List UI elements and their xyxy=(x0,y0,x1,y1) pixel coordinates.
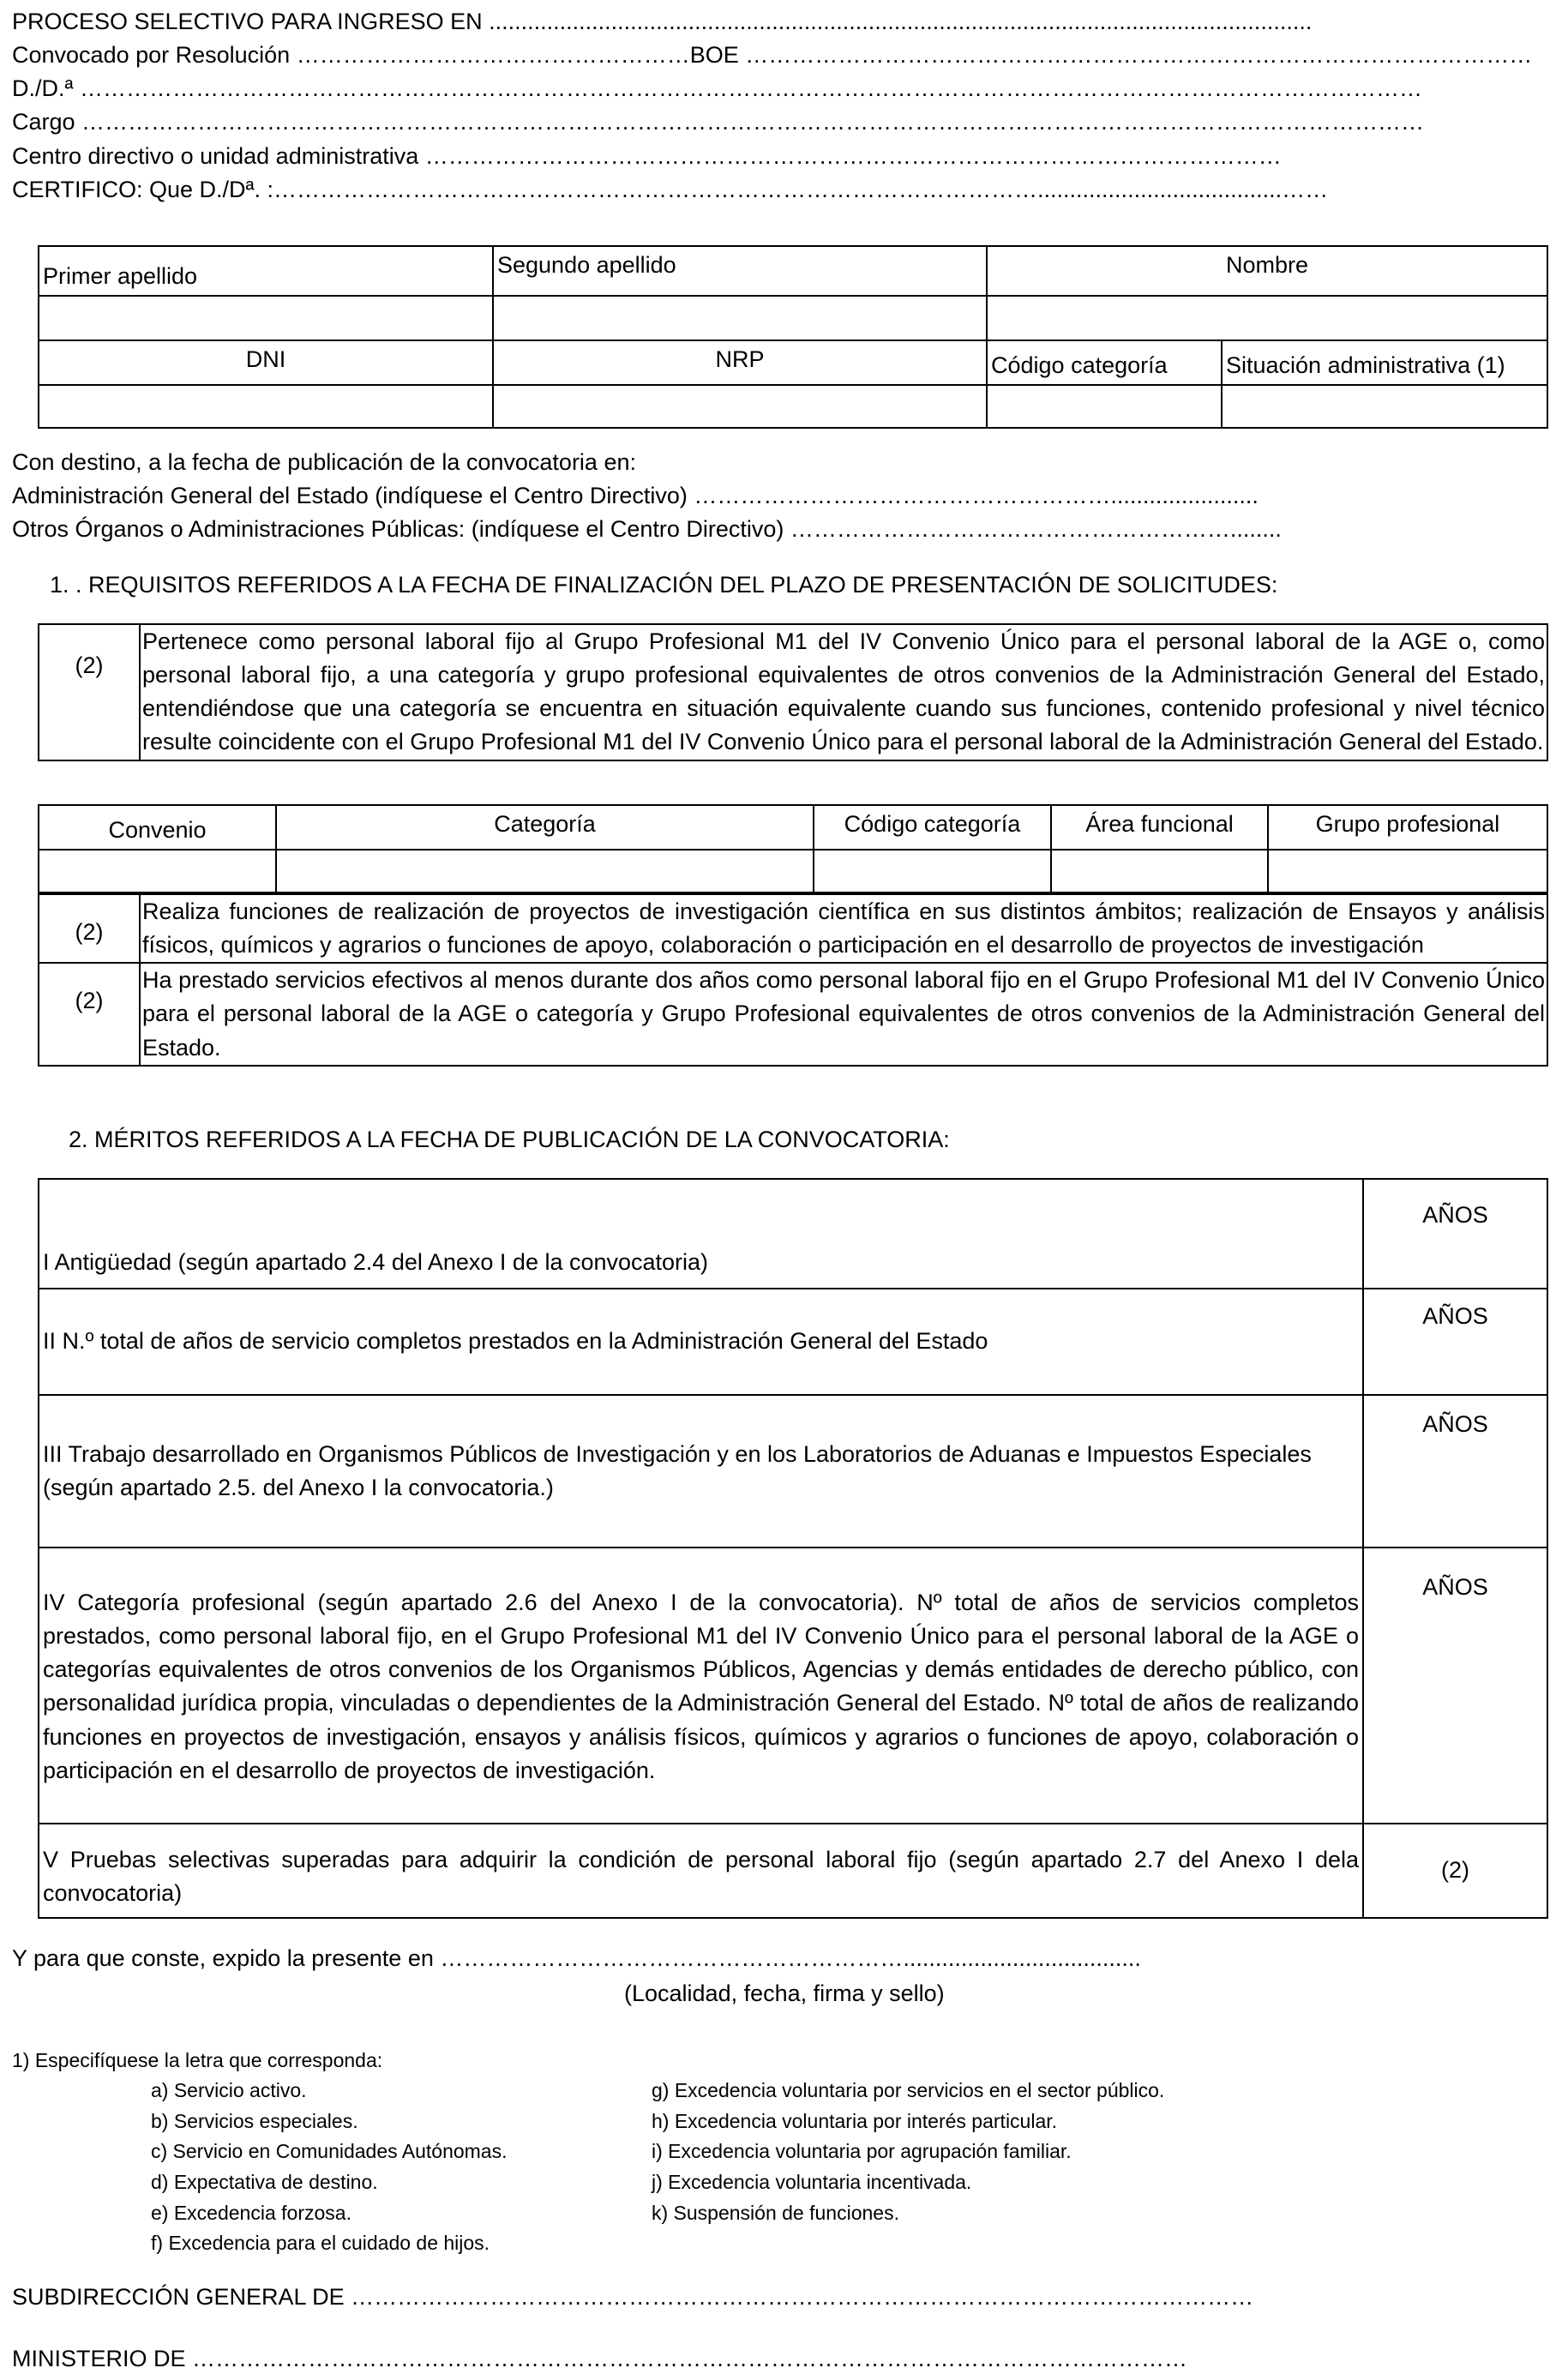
nota-g: g) Excedencia voluntaria por servicios en el sector público. xyxy=(652,2079,1165,2101)
header-convenio-codigo-categoria: Código categoría xyxy=(814,805,1051,850)
header-line-certifico: CERTIFICO: Que D./Dª. :………………………………………………………………………………………......................................…… xyxy=(12,176,1329,202)
nota-i: i) Excedencia voluntaria por agrupación familiar. xyxy=(652,2140,1072,2163)
meritos-heading: 2. MÉRITOS REFERIDOS A LA FECHA DE PUBLICACIÓN DE LA CONVOCATORIA: xyxy=(69,1127,950,1152)
field-nrp[interactable] xyxy=(493,385,987,428)
requisito-3-mark: (2) xyxy=(39,963,140,1065)
nota-j: j) Excedencia voluntaria incentivada. xyxy=(652,2170,972,2193)
destino-otros: Otros Órganos o Administraciones Públicas: (indíquese el Centro Directivo) …………………………………………………........ xyxy=(12,516,1282,543)
cierre-expido: Y para que conste, expido la presente en ……………………………………………………..................................... xyxy=(12,1945,1141,1971)
header-block xyxy=(12,5,1533,207)
merito-1-anos: AÑOS xyxy=(1363,1179,1547,1289)
destino-intro: Con destino, a la fecha de publicación de la convocatoria en: xyxy=(12,449,636,475)
subdireccion-general-line: SUBDIRECCIÓN GENERAL DE ……………………………………………………………………………………………………… xyxy=(12,2284,1254,2310)
requisito-2-text: Realiza funciones de realización de proyectos de investigación científica en sus distintos ámbitos; realización de Ensayos y análisis físicos, químicos y agrarios o funciones de apoyo, colaboración o participación en el desarrollo de proyectos de investigación xyxy=(140,894,1547,963)
merito-4-text: IV Categoría profesional (según apartado 2.6 del Anexo I de la convocatoria). Nº total de años de servicios completos prestados, como personal laboral fijo, en el Grupo Profesional M1 del IV Convenio Único para el personal laboral de la AGE o categorías equivalentes de otros convenios de los Organismos Públicos, Agencias y demás entidades de derecho público, con personalidad jurídica propia, vinculadas o dependientes de la Administración General del Estado. Nº total de años de realizando funciones en proyectos de investigación, ensayos y análisis físicos, químicos y agrarios o funciones de apoyo, colaboración o participación en el desarrollo de proyectos de investigación. xyxy=(39,1548,1363,1824)
field-nombre[interactable] xyxy=(987,296,1547,340)
requisitos-heading: 1. . REQUISITOS REFERIDOS A LA FECHA DE FINALIZACIÓN DEL PLAZO DE PRESENTACIÓN DE SOLICITUDES: xyxy=(50,572,1278,598)
merito-5-text: V Pruebas selectivas superadas para adquirir la condición de personal laboral fijo (según apartado 2.7 del Anexo I dela convocatoria) xyxy=(39,1824,1363,1918)
destino-block xyxy=(12,446,1384,546)
notas-right-list xyxy=(652,2076,1164,2228)
requisito-3-text: Ha prestado servicios efectivos al menos durante dos años como personal laboral fijo en el Grupo Profesional M1 del IV Convenio Único para el personal laboral de la AGE o categoría y Grupo Profesional equivalentes de otros convenios de la Administración General del Estado. xyxy=(140,963,1547,1065)
nota-c: c) Servicio en Comunidades Autónomas. xyxy=(151,2140,508,2163)
nota-f: f) Excedencia para el cuidado de hijos. xyxy=(151,2232,490,2255)
header-area-funcional: Área funcional xyxy=(1051,805,1268,850)
field-area-funcional[interactable] xyxy=(1051,850,1268,892)
destino-age: Administración General del Estado (indíquese el Centro Directivo) ………………………………………………....................... xyxy=(12,483,1259,509)
header-situacion-administrativa: Situación administrativa (1) xyxy=(1222,340,1547,385)
field-convenio-codigo-categoria[interactable] xyxy=(814,850,1051,892)
meritos-table xyxy=(38,1178,1548,1919)
requisitos-table-1 xyxy=(38,623,1548,761)
cierre-localidad-fecha: (Localidad, fecha, firma y sello) xyxy=(624,1980,945,2006)
convenio-table xyxy=(38,804,1548,893)
field-situacion-administrativa[interactable] xyxy=(1222,385,1547,428)
field-grupo-profesional[interactable] xyxy=(1268,850,1547,892)
notas-left-list xyxy=(151,2076,508,2259)
header-dni: DNI xyxy=(39,340,493,385)
nota-k: k) Suspensión de funciones. xyxy=(652,2201,899,2224)
header-grupo-profesional: Grupo profesional xyxy=(1268,805,1547,850)
requisito-2-mark: (2) xyxy=(39,894,140,963)
nota-d: d) Expectativa de destino. xyxy=(151,2170,378,2193)
field-segundo-apellido[interactable] xyxy=(493,296,987,340)
notas-title: 1) Especifíquese la letra que corresponda: xyxy=(12,2049,383,2071)
nota-e: e) Excedencia forzosa. xyxy=(151,2201,351,2224)
requisito-1-mark: (2) xyxy=(39,624,140,760)
header-nrp: NRP xyxy=(493,340,987,385)
field-codigo-categoria[interactable] xyxy=(987,385,1222,428)
merito-3-text: III Trabajo desarrollado en Organismos Públicos de Investigación y en los Laboratorios de Aduanas e Impuestos Especiales (según apartado 2.5. del Anexo I la convocatoria.) xyxy=(39,1395,1363,1548)
field-categoria[interactable] xyxy=(276,850,814,892)
header-codigo-categoria: Código categoría xyxy=(987,340,1222,385)
header-categoria: Categoría xyxy=(276,805,814,850)
requisitos-table-2 xyxy=(38,893,1548,1067)
merito-2-text: II N.º total de años de servicio completos prestados en la Administración General del Estado xyxy=(39,1289,1363,1395)
merito-3-anos: AÑOS xyxy=(1363,1395,1547,1548)
header-line-centro: Centro directivo o unidad administrativa ………………………………………………………………………………………………… xyxy=(12,142,1282,169)
personal-data-table xyxy=(38,245,1548,429)
header-nombre: Nombre xyxy=(987,246,1547,296)
header-line-dd: D./D.ª ………………………………………………………………………………………………………………………………………………………… xyxy=(12,75,1422,102)
header-primer-apellido: Primer apellido xyxy=(39,246,493,296)
ministerio-line: MINISTERIO DE ………………………………………………………………………………………………………………… xyxy=(12,2346,1188,2371)
header-segundo-apellido: Segundo apellido xyxy=(493,246,987,296)
field-convenio[interactable] xyxy=(39,850,276,892)
header-convenio: Convenio xyxy=(39,805,276,850)
nota-b: b) Servicios especiales. xyxy=(151,2109,358,2132)
header-line-convocado: Convocado por Resolución ……………………………………………BOE ………………………………………………………………………………………… xyxy=(12,42,1533,69)
header-line-cargo: Cargo ………………………………………………………………………………………………………………………………………………………… xyxy=(12,109,1425,135)
merito-4-anos: AÑOS xyxy=(1363,1548,1547,1824)
nota-a: a) Servicio activo. xyxy=(151,2079,307,2101)
merito-5-mark: (2) xyxy=(1363,1824,1547,1918)
merito-2-anos: AÑOS xyxy=(1363,1289,1547,1395)
requisito-1-text: Pertenece como personal laboral fijo al Grupo Profesional M1 del IV Convenio Único para el personal laboral de la AGE o, como personal laboral fijo, a una categoría y grupo profesional equivalentes de otros convenios de la Administración General del Estado, entendiéndose que una categoría se encuentra en situación equivalente cuando sus funciones, contenido profesional y nivel técnico resulte coincidente con el Grupo Profesional M1 del IV Convenio Único para el personal laboral de la Administración General del Estado. xyxy=(140,624,1547,760)
field-dni[interactable] xyxy=(39,385,493,428)
field-primer-apellido[interactable] xyxy=(39,296,493,340)
nota-h: h) Excedencia voluntaria por interés particular. xyxy=(652,2109,1058,2132)
header-line-proceso: PROCESO SELECTIVO PARA INGRESO EN ................................................................................................................................ xyxy=(12,9,1313,34)
merito-1-text: I Antigüedad (según apartado 2.4 del Anexo I de la convocatoria) xyxy=(39,1179,1363,1289)
